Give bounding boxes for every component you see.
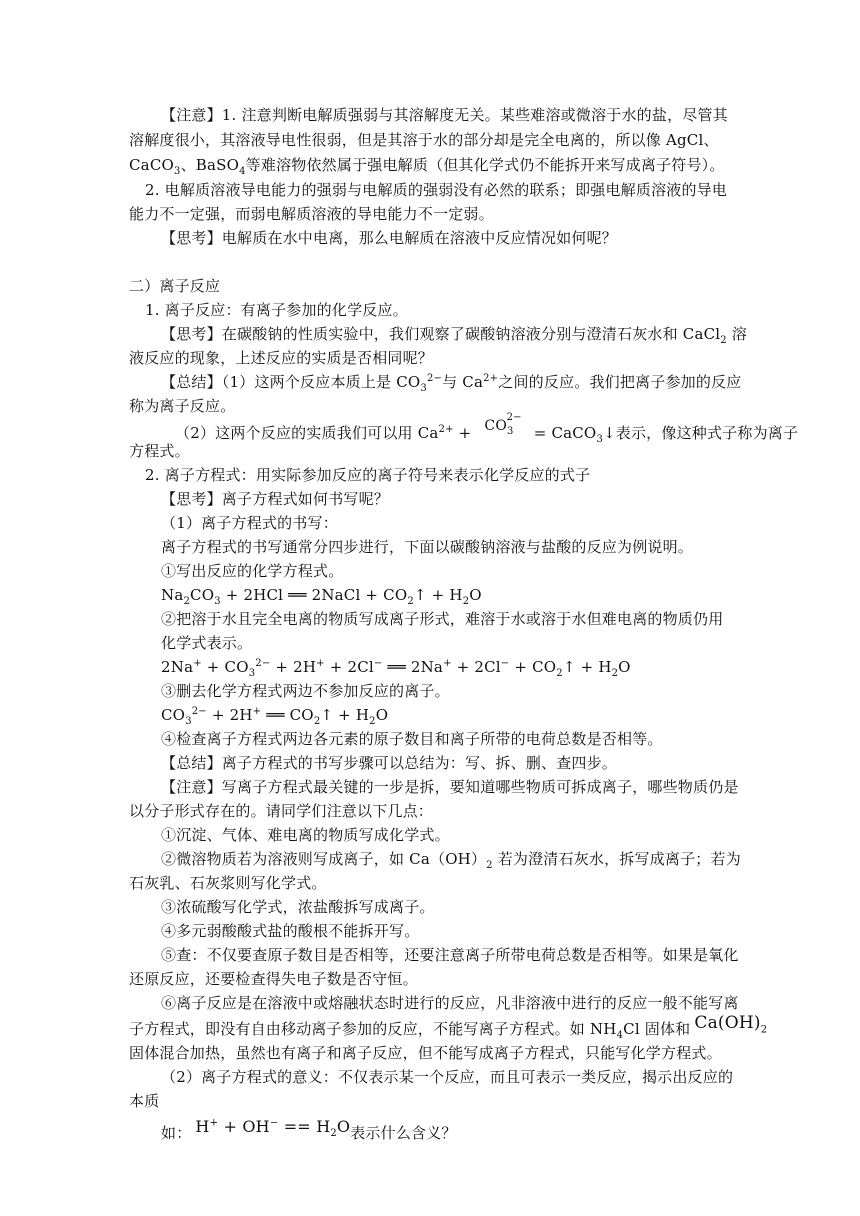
point-2-line2: 石灰乳、石灰浆则写化学式。 bbox=[129, 874, 327, 892]
step-3: ③删去化学方程式两边不参加反应的离子。 bbox=[161, 682, 450, 700]
step-2-line2: 化学式表示。 bbox=[161, 634, 253, 652]
neutralization-equation: $H^+ + OH^- == H_2O$ bbox=[195, 1117, 351, 1140]
think2-line1: 【思考】在碳酸钠的性质实验中，我们观察了碳酸钠溶液分别与澄清石灰水和 CaCl$_2$ 溶 bbox=[161, 325, 748, 346]
point-4: ④多元弱酸酸式盐的酸根不能拆开写。 bbox=[161, 922, 420, 940]
equation-3: $CO_3^{2-} + 2H^+$ ══ $CO_2↑ + H_2O$ bbox=[161, 706, 389, 727]
think3: 【思考】离子方程式如何书写呢？ bbox=[161, 490, 390, 508]
step-1: ①写出反应的化学方程式。 bbox=[161, 562, 344, 580]
equation-2: $2Na^+ + CO_3^{2-} + 2H^+ + 2Cl^-$ ══ $2Na^+ + 2Cl^- + CO_2↑ + H_2O$ bbox=[161, 658, 631, 679]
calcium-hydroxide-formula: $Ca(OH)_2$ bbox=[694, 1013, 768, 1036]
summary3: 【总结】离子方程式的书写步骤可以总结为：写、拆、删、查四步。 bbox=[161, 754, 618, 772]
example-line: 如： $H^+ + OH^- == H_2O$表示什么含义？ bbox=[161, 1117, 457, 1142]
point-3: ③浓硫酸写化学式，浓盐酸拆写成离子。 bbox=[161, 898, 435, 916]
summary2-line2: 方程式。 bbox=[129, 442, 190, 460]
note1-line2: 溶解度很小，其溶液导电性很弱，但是其溶于水的部分却是完全电离的，所以像 AgCl、 bbox=[129, 131, 719, 149]
equation-1: $Na_2CO_3 + 2HCl$ ══ 2NaCl + $CO_2↑ + H_2O$ bbox=[161, 586, 482, 607]
meaning-line1: （2）离子方程式的意义：不仅表示某一个反应，而且可表示一类反应，揭示出反应的 bbox=[161, 1068, 734, 1086]
carbonate-ion: $CO_3^{2-}$ bbox=[484, 412, 522, 437]
note3-line2: 以分子形式存在的。请同学们注意以下几点： bbox=[129, 802, 434, 820]
summary1-line1: 【总结】（1）这两个反应本质上是 $CO_3^{2-}$与 $Ca^{2+}$之间的反应。我们把离子参加的反应 bbox=[161, 373, 742, 394]
note3-line1: 【注意】写离子方程式最关键的一步是拆，要知道哪些物质可拆成离子，哪些物质仍是 bbox=[161, 778, 739, 796]
definition-2: 2. 离子方程式：用实际参加反应的离子符号来表示化学反应的式子 bbox=[145, 466, 591, 484]
point-2-line1: ②微溶物质若为溶液则写成离子，如 $Ca(OH)_2$ 若为澄清石灰水，拆写成离子；若为 bbox=[161, 850, 741, 871]
point-6-line3: 固体混合加热，虽然也有离子和离子反应，但不能写成离子方程式，只能写化学方程式。 bbox=[129, 1044, 722, 1062]
point-1: ①沉淀、气体、难电离的物质写成化学式。 bbox=[161, 826, 450, 844]
step-2-line1: ②把溶于水且完全电离的物质写成离子形式，难溶于水或溶于水但难电离的物质仍用 bbox=[161, 610, 724, 628]
point-5-line1: ⑤查：不仅要查原子数目是否相等，还要注意离子所带电荷总数是否相等。如果是氧化 bbox=[161, 946, 739, 964]
meaning-line2: 本质 bbox=[129, 1092, 160, 1110]
step-4: ④检查离子方程式两边各元素的原子数目和离子所带的电荷总数是否相等。 bbox=[161, 730, 663, 748]
think1: 【思考】电解质在水中电离，那么电解质在溶液中反应情况如何呢？ bbox=[161, 229, 618, 247]
write-intro: 离子方程式的书写通常分四步进行，下面以碳酸钠溶液与盐酸的反应为例说明。 bbox=[161, 538, 694, 556]
summary2-line1: （2）这两个反应的实质我们可以用 $Ca^{2+} + CO_3^{2-}$ = CaCO$_3$↓表示，像这种式子称为离子 bbox=[175, 412, 799, 445]
note2-line1: 2. 电解质溶液导电能力的强弱与电解质的强弱没有必然的联系；即强电解质溶液的导电 bbox=[145, 181, 728, 199]
point-6-line1: ⑥离子反应是在溶液中或熔融状态时进行的反应，凡非溶液中进行的反应一般不能写离 bbox=[161, 994, 739, 1012]
note1-line3: CaCO$_3$、BaSO$_4$等难溶物依然属于强电解质（但其化学式仍不能拆开来写成离子符号）。 bbox=[129, 156, 725, 177]
summary1-line2: 称为离子反应。 bbox=[129, 397, 236, 415]
section-heading: 二）离子反应 bbox=[129, 277, 221, 295]
point-5-line2: 还原反应，还要检查得失电子数是否守恒。 bbox=[129, 970, 418, 988]
point-6-line2: 子方程式，即没有自由移动离子参加的反应，不能写离子方程式。如 $NH_4Cl$ 固体和 $Ca(OH)_2$ bbox=[129, 1013, 768, 1041]
note1-line1: 【注意】1. 注意判断电解质强弱与其溶解度无关。某些难溶或微溶于水的盐，尽管其 bbox=[161, 106, 728, 124]
note2-line2: 能力不一定强，而弱电解质溶液的导电能力不一定弱。 bbox=[129, 205, 494, 223]
think2-line2: 液反应的现象，上述反应的实质是否相同呢？ bbox=[129, 349, 434, 367]
definition-1: 1. 离子反应：有离子参加的化学反应。 bbox=[145, 301, 408, 319]
write-title: （1）离子方程式的书写： bbox=[161, 514, 338, 532]
